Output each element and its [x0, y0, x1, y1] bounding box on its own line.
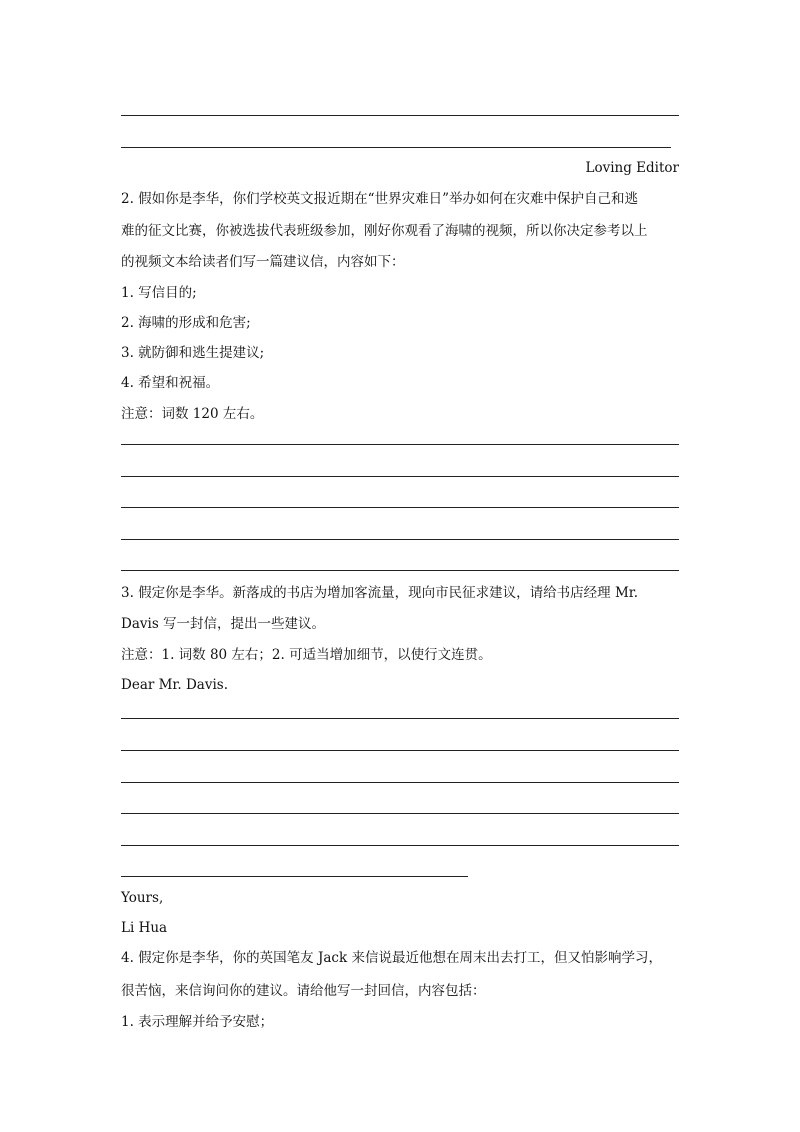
q4-prompt-line: 很苦恼，来信询问你的建议。请给他写一封回信，内容包括：	[121, 983, 486, 999]
answer-line	[121, 813, 679, 814]
answer-line	[121, 476, 679, 477]
q2-content-item: 3. 就防御和逃生提建议;	[121, 345, 265, 361]
q2-prompt-line: 2. 假如你是李华，你们学校英文报近期在“世界灾难日”举办如何在灾难中保护自己和逃	[121, 191, 638, 207]
q3-prompt-line: 3. 假定你是李华。新落成的书店为增加客流量，现向市民征求建议，请给书店经理 Mr.	[121, 585, 639, 601]
answer-line	[121, 876, 468, 877]
q2-prompt-line: 难的征文比赛，你被选拔代表班级参加，刚好你观看了海啸的视频，所以你决定参考以上	[121, 223, 648, 239]
letter-signature: Loving Editor	[585, 160, 679, 176]
q3-name: Li Hua	[121, 920, 168, 936]
q3-prompt-line: Davis 写一封信，提出一些建议。	[121, 616, 326, 632]
q3-note: 注意：1. 词数 80 左右；2. 可适当增加细节，以使行文连贯。	[121, 647, 492, 663]
q2-note: 注意：词数 120 左右。	[121, 406, 264, 422]
q2-content-item: 4. 希望和祝福。	[121, 375, 220, 391]
q2-content-item: 2. 海啸的形成和危害;	[121, 315, 251, 331]
answer-line	[121, 845, 679, 846]
q2-prompt-line: 的视频文本给读者们写一篇建议信，内容如下：	[121, 254, 405, 270]
q2-content-item: 1. 写信目的;	[121, 285, 197, 301]
answer-line	[121, 115, 679, 116]
q3-greeting: Dear Mr. Davis.	[121, 677, 229, 693]
answer-line	[121, 539, 679, 540]
q4-content-item: 1. 表示理解并给予安慰；	[121, 1014, 274, 1030]
q3-closing: Yours,	[121, 890, 164, 906]
answer-line	[121, 507, 679, 508]
answer-line	[121, 782, 679, 783]
answer-line	[121, 570, 679, 571]
answer-line	[121, 750, 679, 751]
q4-prompt-line: 4. 假定你是李华，你的英国笔友 Jack 来信说最近他想在周末出去打工，但又怕影响学习，	[121, 950, 662, 966]
answer-line	[121, 147, 671, 148]
answer-line	[121, 444, 679, 445]
answer-line	[121, 718, 679, 719]
